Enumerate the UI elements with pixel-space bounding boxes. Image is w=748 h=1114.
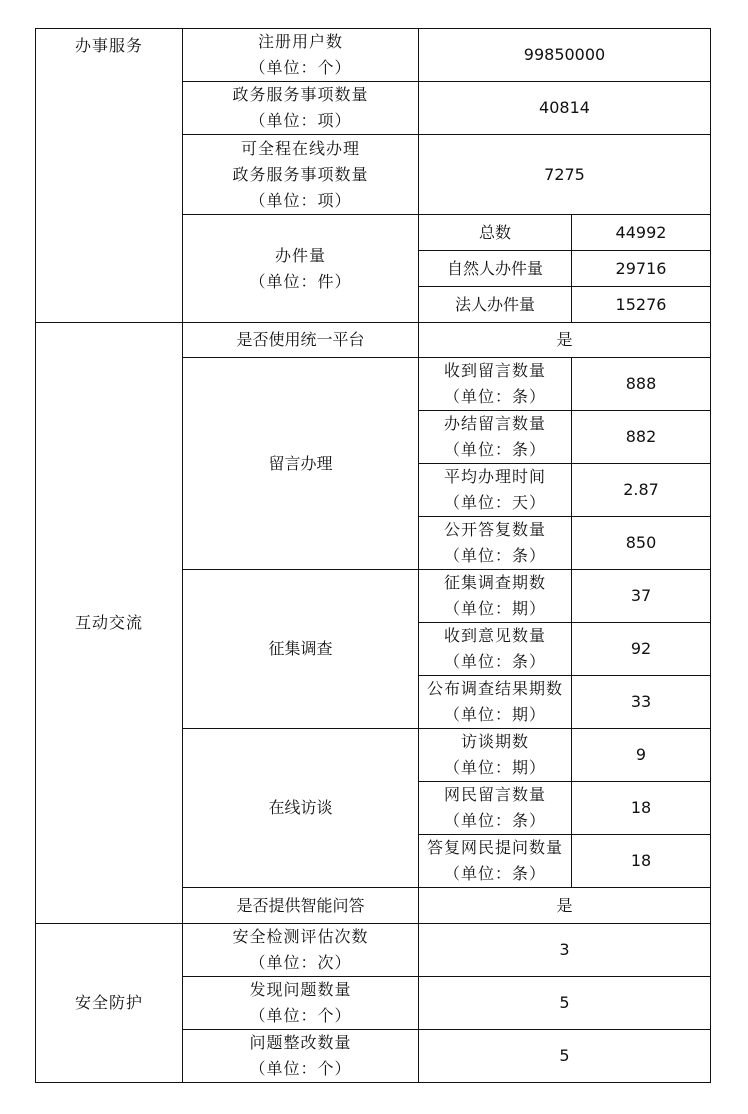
volume-person-value: 29716 (572, 251, 711, 287)
issues-found-value: 5 (419, 977, 711, 1030)
registered-users-value: 99850000 (419, 29, 711, 82)
volume-label: 办件量 （单位：件） (183, 215, 419, 323)
survey-label: 征集调查 (183, 570, 419, 729)
table-row (36, 924, 711, 977)
survey-results-value: 33 (572, 676, 711, 729)
service-items-value: 40814 (419, 82, 711, 135)
survey-periods-label: 征集调查期数 （单位：期） (419, 570, 572, 623)
volume-legal-value: 15276 (572, 287, 711, 323)
volume-person-label: 自然人办件量 (419, 251, 572, 287)
online-items-value: 7275 (419, 135, 711, 215)
survey-opinions-value: 92 (572, 623, 711, 676)
survey-results-label: 公布调查结果期数 （单位：期） (419, 676, 572, 729)
unified-platform-value: 是 (419, 323, 711, 358)
table-row (36, 29, 711, 82)
section-security: 安全防护 (36, 924, 183, 1083)
unified-platform-label: 是否使用统一平台 (183, 323, 419, 358)
security-checks-value: 3 (419, 924, 711, 977)
interview-messages-value: 18 (572, 782, 711, 835)
messages-public-label: 公开答复数量 （单位：条） (419, 517, 572, 570)
messages-closed-label: 办结留言数量 （单位：条） (419, 411, 572, 464)
stats-table-wrapper (35, 28, 711, 1083)
section-interaction: 互动交流 (36, 323, 183, 924)
survey-periods-value: 37 (572, 570, 711, 623)
government-website-stats-table (35, 28, 711, 1083)
interview-answers-label: 答复网民提问数量 （单位：条） (419, 835, 572, 888)
smart-qa-value: 是 (419, 888, 711, 924)
volume-total-value: 44992 (572, 215, 711, 251)
service-items-label: 政务服务事项数量 （单位：项） (183, 82, 419, 135)
registered-users-label: 注册用户数 （单位：个） (183, 29, 419, 82)
survey-opinions-label: 收到意见数量 （单位：条） (419, 623, 572, 676)
interview-periods-label: 访谈期数 （单位：期） (419, 729, 572, 782)
interview-periods-value: 9 (572, 729, 711, 782)
messages-received-value: 888 (572, 358, 711, 411)
smart-qa-label: 是否提供智能问答 (183, 888, 419, 924)
issues-fixed-label: 问题整改数量 （单位：个） (183, 1030, 419, 1083)
table-row (36, 323, 711, 358)
security-checks-label: 安全检测评估次数 （单位：次） (183, 924, 419, 977)
messages-label: 留言办理 (183, 358, 419, 570)
online-items-label: 可全程在线办理 政务服务事项数量 （单位：项） (183, 135, 419, 215)
interview-answers-value: 18 (572, 835, 711, 888)
messages-avg-time-label: 平均办理时间 （单位：天） (419, 464, 572, 517)
issues-fixed-value: 5 (419, 1030, 711, 1083)
section-service: 办事服务 (36, 29, 183, 323)
interview-messages-label: 网民留言数量 （单位：条） (419, 782, 572, 835)
messages-avg-time-value: 2.87 (572, 464, 711, 517)
issues-found-label: 发现问题数量 （单位：个） (183, 977, 419, 1030)
volume-total-label: 总数 (419, 215, 572, 251)
messages-public-value: 850 (572, 517, 711, 570)
interview-label: 在线访谈 (183, 729, 419, 888)
messages-received-label: 收到留言数量 （单位：条） (419, 358, 572, 411)
messages-closed-value: 882 (572, 411, 711, 464)
volume-legal-label: 法人办件量 (419, 287, 572, 323)
